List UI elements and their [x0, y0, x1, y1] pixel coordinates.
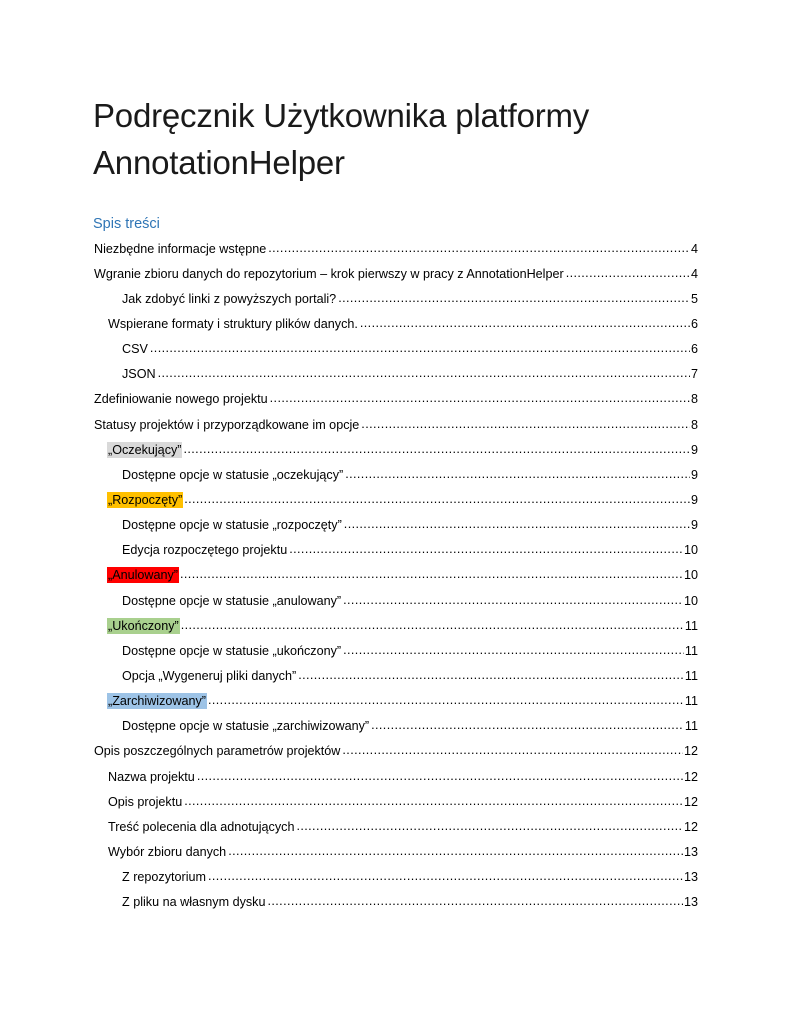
toc-dot-leader — [228, 844, 683, 860]
toc-dot-leader — [208, 869, 683, 885]
toc-dot-leader — [360, 316, 690, 332]
toc-dot-leader — [343, 643, 684, 659]
toc-dot-leader — [181, 618, 684, 634]
toc-entry[interactable] — [93, 839, 698, 864]
toc-dot-leader — [268, 241, 690, 257]
toc-entry-label[interactable]: CSV — [122, 342, 148, 357]
toc-entry-label[interactable]: Edycja rozpoczętego projektu — [122, 543, 288, 558]
toc-entry-label[interactable]: „Rozpoczęty” — [108, 492, 183, 507]
toc-dot-leader — [298, 668, 684, 684]
toc-entry[interactable] — [93, 261, 698, 286]
toc-entry-label[interactable]: JSON — [122, 367, 156, 382]
toc-entry[interactable] — [93, 890, 698, 915]
toc-entry-label[interactable]: Dostępne opcje w statusie „ukończony” — [122, 643, 342, 658]
toc-dot-leader — [267, 894, 683, 910]
toc-entry-label[interactable]: Wybór zbioru danych — [108, 844, 227, 859]
toc-entry-page-number[interactable]: 11 — [684, 694, 698, 709]
toc-entry-page-number[interactable]: 11 — [684, 643, 698, 658]
toc-entry[interactable] — [93, 513, 698, 538]
toc-entry-page-number[interactable]: 6 — [690, 342, 698, 357]
toc-entry-page-number[interactable]: 11 — [684, 618, 698, 633]
toc-entry-label[interactable]: „Oczekujący” — [108, 442, 182, 457]
toc-entry-page-number[interactable]: 9 — [690, 492, 698, 507]
toc-entry[interactable] — [93, 286, 698, 311]
toc-dot-leader — [270, 391, 690, 407]
toc-entry[interactable] — [93, 337, 698, 362]
toc-dot-leader — [197, 769, 683, 785]
toc-dot-leader — [371, 718, 684, 734]
toc-entry[interactable] — [93, 588, 698, 613]
toc-entry-page-number[interactable]: 11 — [684, 719, 698, 734]
toc-dot-leader — [183, 442, 690, 458]
toc-entry-page-number[interactable]: 12 — [683, 744, 698, 759]
toc-entry-label[interactable]: Wgranie zbioru danych do repozytorium – krok pierwszy w pracy z AnnotationHelper — [94, 266, 564, 281]
toc-entry-page-number[interactable]: 8 — [690, 392, 698, 407]
toc-entry-label[interactable]: „Anulowany” — [108, 568, 178, 583]
toc-entry-page-number[interactable]: 7 — [690, 367, 698, 382]
toc-heading: Spis treści — [93, 216, 160, 232]
toc-entry-page-number[interactable]: 9 — [690, 518, 698, 533]
toc-entry-page-number[interactable]: 6 — [690, 316, 698, 331]
toc-entry[interactable] — [93, 563, 698, 588]
toc-entry-page-number[interactable]: 12 — [683, 794, 698, 809]
toc-entry-page-number[interactable]: 12 — [683, 769, 698, 784]
toc-entry-label[interactable]: Zdefiniowanie nowego projektu — [94, 392, 268, 407]
toc-entry-label[interactable]: Jak zdobyć linki z powyższych portali? — [122, 291, 337, 306]
toc-entry-label[interactable]: Wspierane formaty i struktury plików danych. — [108, 316, 358, 331]
toc-dot-leader — [180, 567, 683, 583]
toc-entry-page-number[interactable]: 11 — [684, 668, 698, 683]
toc-entry-label[interactable]: Opis projektu — [108, 794, 183, 809]
toc-entry-page-number[interactable]: 13 — [683, 870, 698, 885]
toc-entry[interactable] — [93, 487, 698, 512]
toc-entry-page-number[interactable]: 10 — [683, 593, 698, 608]
toc-entry-label[interactable]: Z repozytorium — [122, 870, 206, 885]
toc-entry-page-number[interactable]: 12 — [683, 819, 698, 834]
toc-entry-page-number[interactable]: 8 — [690, 417, 698, 432]
toc-entry-label[interactable]: Niezbędne informacje wstępne — [94, 241, 267, 256]
toc-entry-label[interactable]: Nazwa projektu — [108, 769, 195, 784]
toc-entry[interactable] — [93, 538, 698, 563]
toc-entry-label[interactable]: Opcja „Wygeneruj pliki danych” — [122, 668, 297, 683]
toc-entry[interactable] — [93, 764, 698, 789]
toc-dot-leader — [343, 593, 683, 609]
toc-dot-leader — [150, 341, 690, 357]
toc-entry[interactable] — [93, 236, 698, 261]
toc-entry[interactable] — [93, 311, 698, 336]
toc-entry[interactable] — [93, 739, 698, 764]
toc-entry-page-number[interactable]: 13 — [683, 844, 698, 859]
toc-entry-page-number[interactable]: 10 — [683, 543, 698, 558]
toc-entry[interactable] — [93, 462, 698, 487]
toc-entry-page-number[interactable]: 4 — [690, 266, 698, 281]
toc-entry-label[interactable]: „Zarchiwizowany” — [108, 694, 206, 709]
toc-dot-leader — [158, 366, 690, 382]
toc-entry-label[interactable]: Z pliku na własnym dysku — [122, 895, 266, 910]
toc-dot-leader — [361, 417, 690, 433]
toc-entry[interactable] — [93, 689, 698, 714]
toc-entry-label[interactable]: Opis poszczególnych parametrów projektów — [94, 744, 341, 759]
toc-entry-label[interactable]: Statusy projektów i przyporządkowane im opcje — [94, 417, 360, 432]
document-title — [93, 92, 733, 186]
toc-dot-leader — [566, 266, 690, 282]
toc-entry[interactable] — [93, 814, 698, 839]
toc-entry-page-number[interactable]: 4 — [690, 241, 698, 256]
toc-entry[interactable] — [93, 789, 698, 814]
toc-entry[interactable] — [93, 638, 698, 663]
toc-entry[interactable] — [93, 613, 698, 638]
toc-entry[interactable] — [93, 362, 698, 387]
toc-entry[interactable] — [93, 437, 698, 462]
toc-dot-leader — [184, 492, 690, 508]
toc-entry-label[interactable]: „Ukończony” — [108, 618, 179, 633]
toc-dot-leader — [338, 291, 690, 307]
toc-dot-leader — [344, 517, 690, 533]
toc-entry[interactable] — [93, 865, 698, 890]
toc-dot-leader — [345, 467, 690, 483]
toc-entry-page-number[interactable]: 13 — [683, 895, 698, 910]
toc-dot-leader — [296, 819, 683, 835]
document-title-line-2: AnnotationHelper — [93, 144, 345, 181]
toc-dot-leader — [208, 693, 684, 709]
toc-entry-page-number[interactable]: 9 — [690, 442, 698, 457]
toc-entry-label[interactable]: Dostępne opcje w statusie „zarchiwizowany” — [122, 719, 370, 734]
toc-entry[interactable] — [93, 663, 698, 688]
toc-entry-label[interactable]: Dostępne opcje w statusie „oczekujący” — [122, 467, 344, 482]
toc-entry-label[interactable]: Treść polecenia dla adnotujących — [108, 819, 295, 834]
toc-entry[interactable] — [93, 387, 698, 412]
toc-entry[interactable] — [93, 714, 698, 739]
toc-entry[interactable] — [93, 412, 698, 437]
toc-entry-label[interactable]: Dostępne opcje w statusie „anulowany” — [122, 593, 342, 608]
toc-entry-page-number[interactable]: 9 — [690, 467, 698, 482]
toc-entry-page-number[interactable]: 10 — [683, 568, 698, 583]
toc-dot-leader — [342, 743, 683, 759]
toc-entry-page-number[interactable]: 5 — [690, 291, 698, 306]
toc-dot-leader — [289, 542, 683, 558]
toc-entry-label[interactable]: Dostępne opcje w statusie „rozpoczęty” — [122, 518, 342, 533]
table-of-contents — [93, 236, 698, 915]
document-title-line-1: Podręcznik Użytkownika platformy — [93, 97, 590, 134]
toc-dot-leader — [184, 794, 683, 810]
